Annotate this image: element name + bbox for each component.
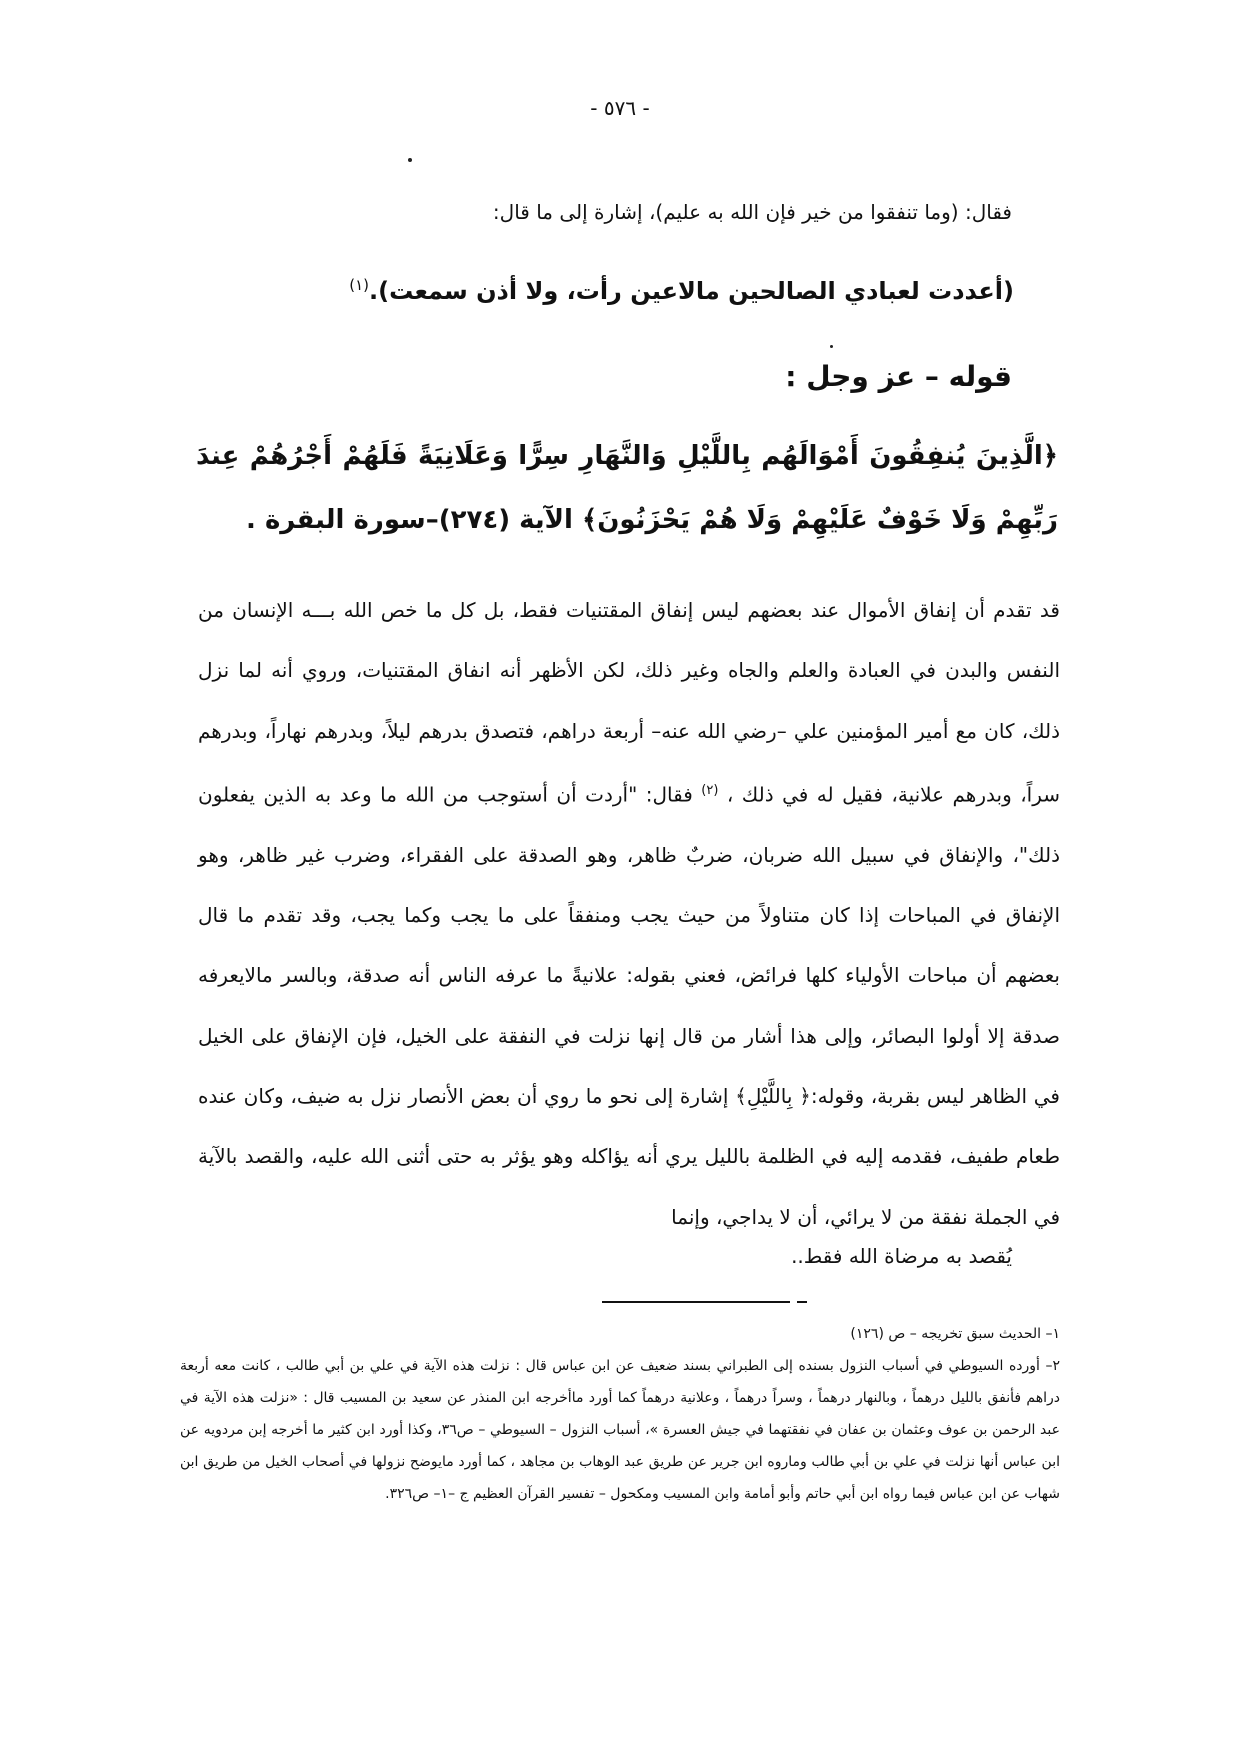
footnote-divider bbox=[602, 1301, 790, 1303]
footnote-1: ١– الحديث سبق تخريجه – ص (١٢٦) bbox=[850, 1326, 1060, 1342]
footnote-divider-tick bbox=[797, 1301, 807, 1303]
verse-heading: قوله – عز وجل : bbox=[785, 360, 1012, 393]
commentary-paragraph bbox=[198, 580, 1060, 1247]
hadith-text: (أعددت لعبادي الصالحين مالاعين رأت، ولا أذن سمعت). bbox=[368, 277, 1014, 305]
footnote-2: ٢– أورده السيوطي في أسباب النزول بسنده إلى الطبراني بسند ضعيف عن ابن عباس قال : نزلت هذه الآية في علي بن أبي طالب ، كانت معه أربعة دراهم فأنفق بالليل درهماً ، وبالنهار درهماً ، وسراً درهماً ، وعلانية درهماً كما أورد ماأخرجه ابن المنذر عن سعيد بن المسيب قال : «نزلت هذه الآية في عبد الرحمن بن عوف وعثمان بن عفان في نفقتهما في جيش العسرة »، أسباب النزول – السيوطي – ص٣٦، وكذا أورد ابن كثير ما أخرجه إبن مردويه عن ابن عباس أنها نزلت في علي بن أبي طالب وماروه ابن جرير عن طريق عبد الوهاب بن مجاهد ، كما أورد مايوضح نزولها في أصحاب الخيل من طريق ابن شهاب عن ابن عباس فيما رواه ابن أبي حاتم وأبو أمامة وابن المسيب ومكحول – تفسير القرآن العظيم ج –١– ص٣٢٦. bbox=[180, 1358, 1060, 1502]
closing-line: يُقصد به مرضاة الله فقط.. bbox=[791, 1244, 1012, 1268]
footnotes-section bbox=[180, 1318, 1060, 1510]
paragraph-text-part-1: قد تقدم أن إنفاق الأموال عند بعضهم ليس إنفاق المقتنيات فقط، بل كل ما خص الله بـــه الإنسان من النفس والبدن في العبادة والعلم والجاه وغير ذلك، لكن الأظهر أنه انفاق المقتنيات، وروي أنه لما نزل ذلك، كان مع أمير المؤمنين علي –رضي الله عنه– أربعة دراهم، فتصدق بدرهم ليلاً، وبدرهم نهاراً، وبدرهم سراً، وبدرهم علانية، فقيل له في ذلك ، bbox=[198, 598, 1061, 807]
scan-speck bbox=[408, 158, 412, 162]
page-number: - ٥٧٦ - bbox=[590, 96, 650, 120]
footnote-ref-2: (٢) bbox=[701, 782, 719, 798]
paragraph-text-part-2: فقال: "أردت أن أستوجب من الله ما وعد به الذين يفعلون ذلك"، والإنفاق في سبيل الله ضربان، ضربٌ ظاهر، وهو الصدقة على الفقراء، وضرب غير ظاهر، وهو الإنفاق في المباحات إذا كان متناولاً من حيث يجب ومنفقاً على ما يجب وكما يجب، وقد تقدم ما قال بعضهم أن مباحات الأولياء كلها فرائض، فعني بقوله: علانيةً ما عرفه الناس أنه صدقة، وبالسر مالايعرفه صدقة إلا أولوا البصائر، وإلى هذا أشار من قال إنها نزلت في النفقة على الخيل، فإن الإنفاق على الخيل في الظاهر ليس بقربة، وقوله:﴿ بِاللَّيْلِ﴾ إشارة إلى نحو ما روي أن بعض الأنصار نزل به ضيف، وكان عنده طعام طفيف، فقدمه إليه في الظلمة بالليل يري أنه يؤاكله وهو يؤثر به حتى أثنى الله عليه، والقصد بالآية في الجملة نفقة من لا يرائي، أن لا يداجي، وإنما bbox=[198, 782, 1060, 1229]
hadith-quote bbox=[349, 276, 1014, 305]
footnote-ref-1: (١) bbox=[349, 276, 369, 294]
intro-line: فقال: (وما تنفقوا من خير فإن الله به عليم)، إشارة إلى ما قال: bbox=[492, 200, 1012, 224]
scan-speck bbox=[830, 345, 833, 348]
quran-verse: ﴿الَّذِينَ يُنفِقُونَ أَمْوَالَهُم بِاللَّيْلِ وَالنَّهَارِ سِرًّا وَعَلَانِيَةً فَلَهُمْ أَجْرُهُمْ عِندَ رَبِّهِمْ وَلَا خَوْفٌ عَلَيْهِمْ وَلَا هُمْ يَحْزَنُونَ﴾ الآية (٢٧٤)–سورة البقرة . bbox=[196, 441, 1058, 535]
